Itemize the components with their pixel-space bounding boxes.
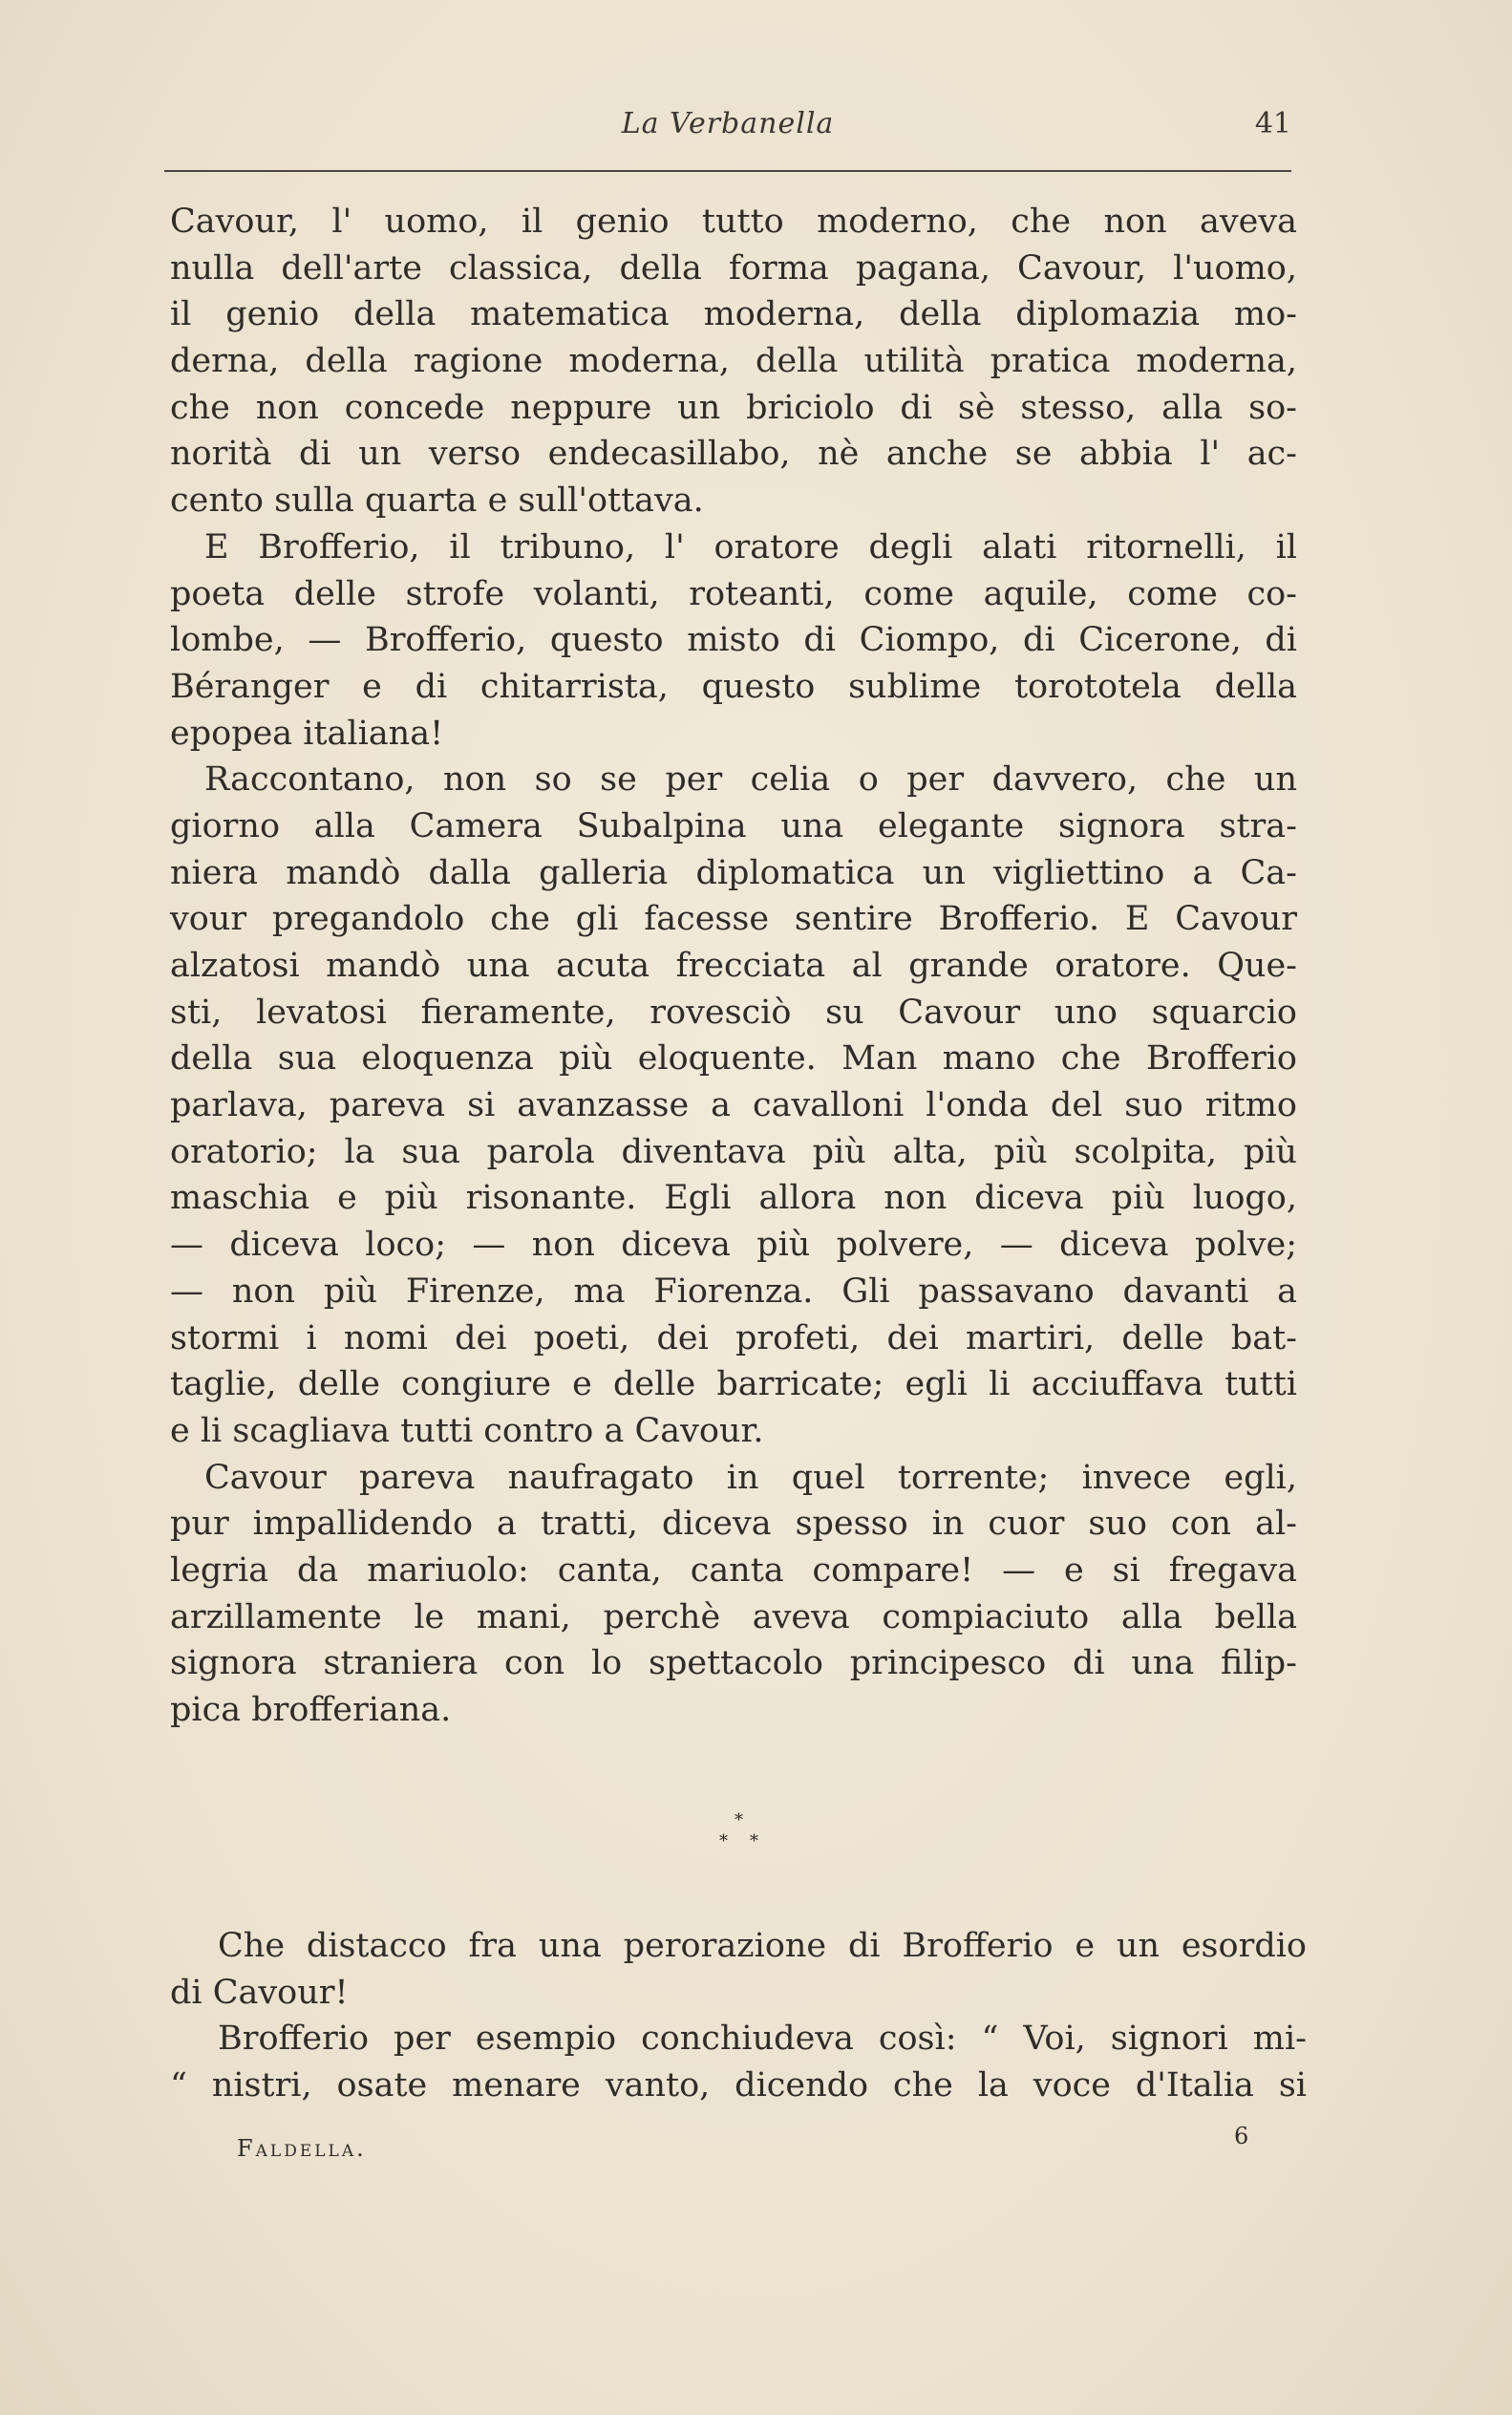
text-line: lombe, — Brofferio, questo misto di Ciompo, di Cicerone, di bbox=[170, 621, 1297, 660]
text-line: parlava, pareva si avanzasse a cavalloni l'onda del suo ritmo bbox=[170, 1086, 1297, 1125]
text-line: che non concede neppure un briciolo di sè stesso, alla so- bbox=[170, 388, 1297, 427]
text-line: “ nistri, osate menare vanto, dicendo che la voce d'Italia si bbox=[170, 2066, 1307, 2105]
text-line: norità di un verso endecasillabo, nè anche se abbia l' ac- bbox=[170, 435, 1297, 474]
text-line: maschia e più risonante. Egli allora non diceva più luogo, bbox=[170, 1179, 1297, 1218]
text-line: Cavour, l' uomo, il genio tutto moderno, che non aveva bbox=[170, 203, 1297, 241]
text-line: cento sulla quarta e sull'ottava. bbox=[170, 481, 704, 521]
text-line: niera mandò dalla galleria diplomatica un vigliettino a Ca- bbox=[170, 853, 1297, 892]
text-line: Che distacco fra una perorazione di Brofferio e un esordio bbox=[218, 1927, 1307, 1965]
asterism-star-left: * bbox=[719, 1831, 728, 1851]
text-line: poeta delle strofe volanti, roteanti, come aquile, come co- bbox=[170, 574, 1297, 613]
running-title: La Verbanella bbox=[621, 107, 835, 140]
text-line: — diceva loco; — non diceva più polvere, — diceva polve; bbox=[170, 1226, 1297, 1265]
text-line: legria da mariuolo: canta, canta compare! — e si fregava bbox=[170, 1550, 1297, 1590]
text-line: della sua eloquenza più eloquente. Man mano che Brofferio bbox=[170, 1039, 1297, 1079]
text-line: Cavour pareva naufragato in quel torrente; invece egli, bbox=[204, 1458, 1297, 1497]
text-line: oratorio; la sua parola diventava più alta, più scolpita, più bbox=[170, 1132, 1297, 1171]
asterism-star-top: * bbox=[735, 1810, 743, 1830]
text-line: e li scagliava tutti contro a Cavour. bbox=[170, 1411, 764, 1450]
body-text-continued bbox=[170, 1923, 1307, 2109]
text-line: giorno alla Camera Subalpina una elegante signora stra- bbox=[170, 806, 1297, 845]
footer-author: Faldella. bbox=[237, 2135, 367, 2162]
text-line: pur impallidendo a tratti, diceva spesso in cuor suo con al- bbox=[170, 1505, 1297, 1544]
text-line: il genio della matematica moderna, della diplomazia mo- bbox=[170, 295, 1297, 334]
text-line: signora straniera con lo spettacolo principesco di una filip- bbox=[170, 1644, 1297, 1683]
page-number: 41 bbox=[1254, 107, 1291, 140]
text-line: di Cavour! bbox=[170, 1973, 349, 2012]
text-line: nulla dell'arte classica, della forma pagana, Cavour, l'uomo, bbox=[170, 248, 1297, 288]
text-line: — non più Firenze, ma Fiorenza. Gli passavano davanti a bbox=[170, 1272, 1297, 1311]
text-line: Raccontano, non so se per celia o per davvero, che un bbox=[204, 760, 1297, 800]
text-line: arzillamente le mani, perchè aveva compiaciuto alla bella bbox=[170, 1597, 1297, 1636]
text-line: epopea italiana! bbox=[170, 714, 444, 753]
body-text bbox=[170, 199, 1297, 1734]
text-line: taglie, delle congiure e delle barricate; egli li acciuffava tutti bbox=[170, 1365, 1297, 1404]
text-line: vour pregandolo che gli facesse sentire Brofferio. E Cavour bbox=[170, 900, 1297, 939]
asterism-star-right: * bbox=[750, 1831, 758, 1851]
text-line: Brofferio per esempio conchiudeva così: “ Voi, signori mi- bbox=[218, 2020, 1307, 2059]
text-line: E Brofferio, il tribuno, l' oratore degli alati ritornelli, il bbox=[204, 527, 1297, 566]
asterism-divider bbox=[702, 1810, 778, 1858]
text-line: Béranger e di chitarrista, questo sublime torototela della bbox=[170, 667, 1297, 706]
page-header bbox=[164, 103, 1291, 149]
text-line: pica brofferiana. bbox=[170, 1691, 452, 1729]
signature-mark: 6 bbox=[1234, 2123, 1249, 2149]
header-rule bbox=[164, 170, 1291, 172]
text-line: sti, levatosi fieramente, rovesciò su Cavour uno squarcio bbox=[170, 993, 1297, 1032]
text-line: stormi i nomi dei poeti, dei profeti, dei martiri, delle bat- bbox=[170, 1318, 1297, 1357]
text-line: derna, della ragione moderna, della utilità pratica moderna, bbox=[170, 342, 1297, 381]
text-line: alzatosi mandò una acuta frecciata al grande oratore. Que- bbox=[170, 947, 1297, 985]
